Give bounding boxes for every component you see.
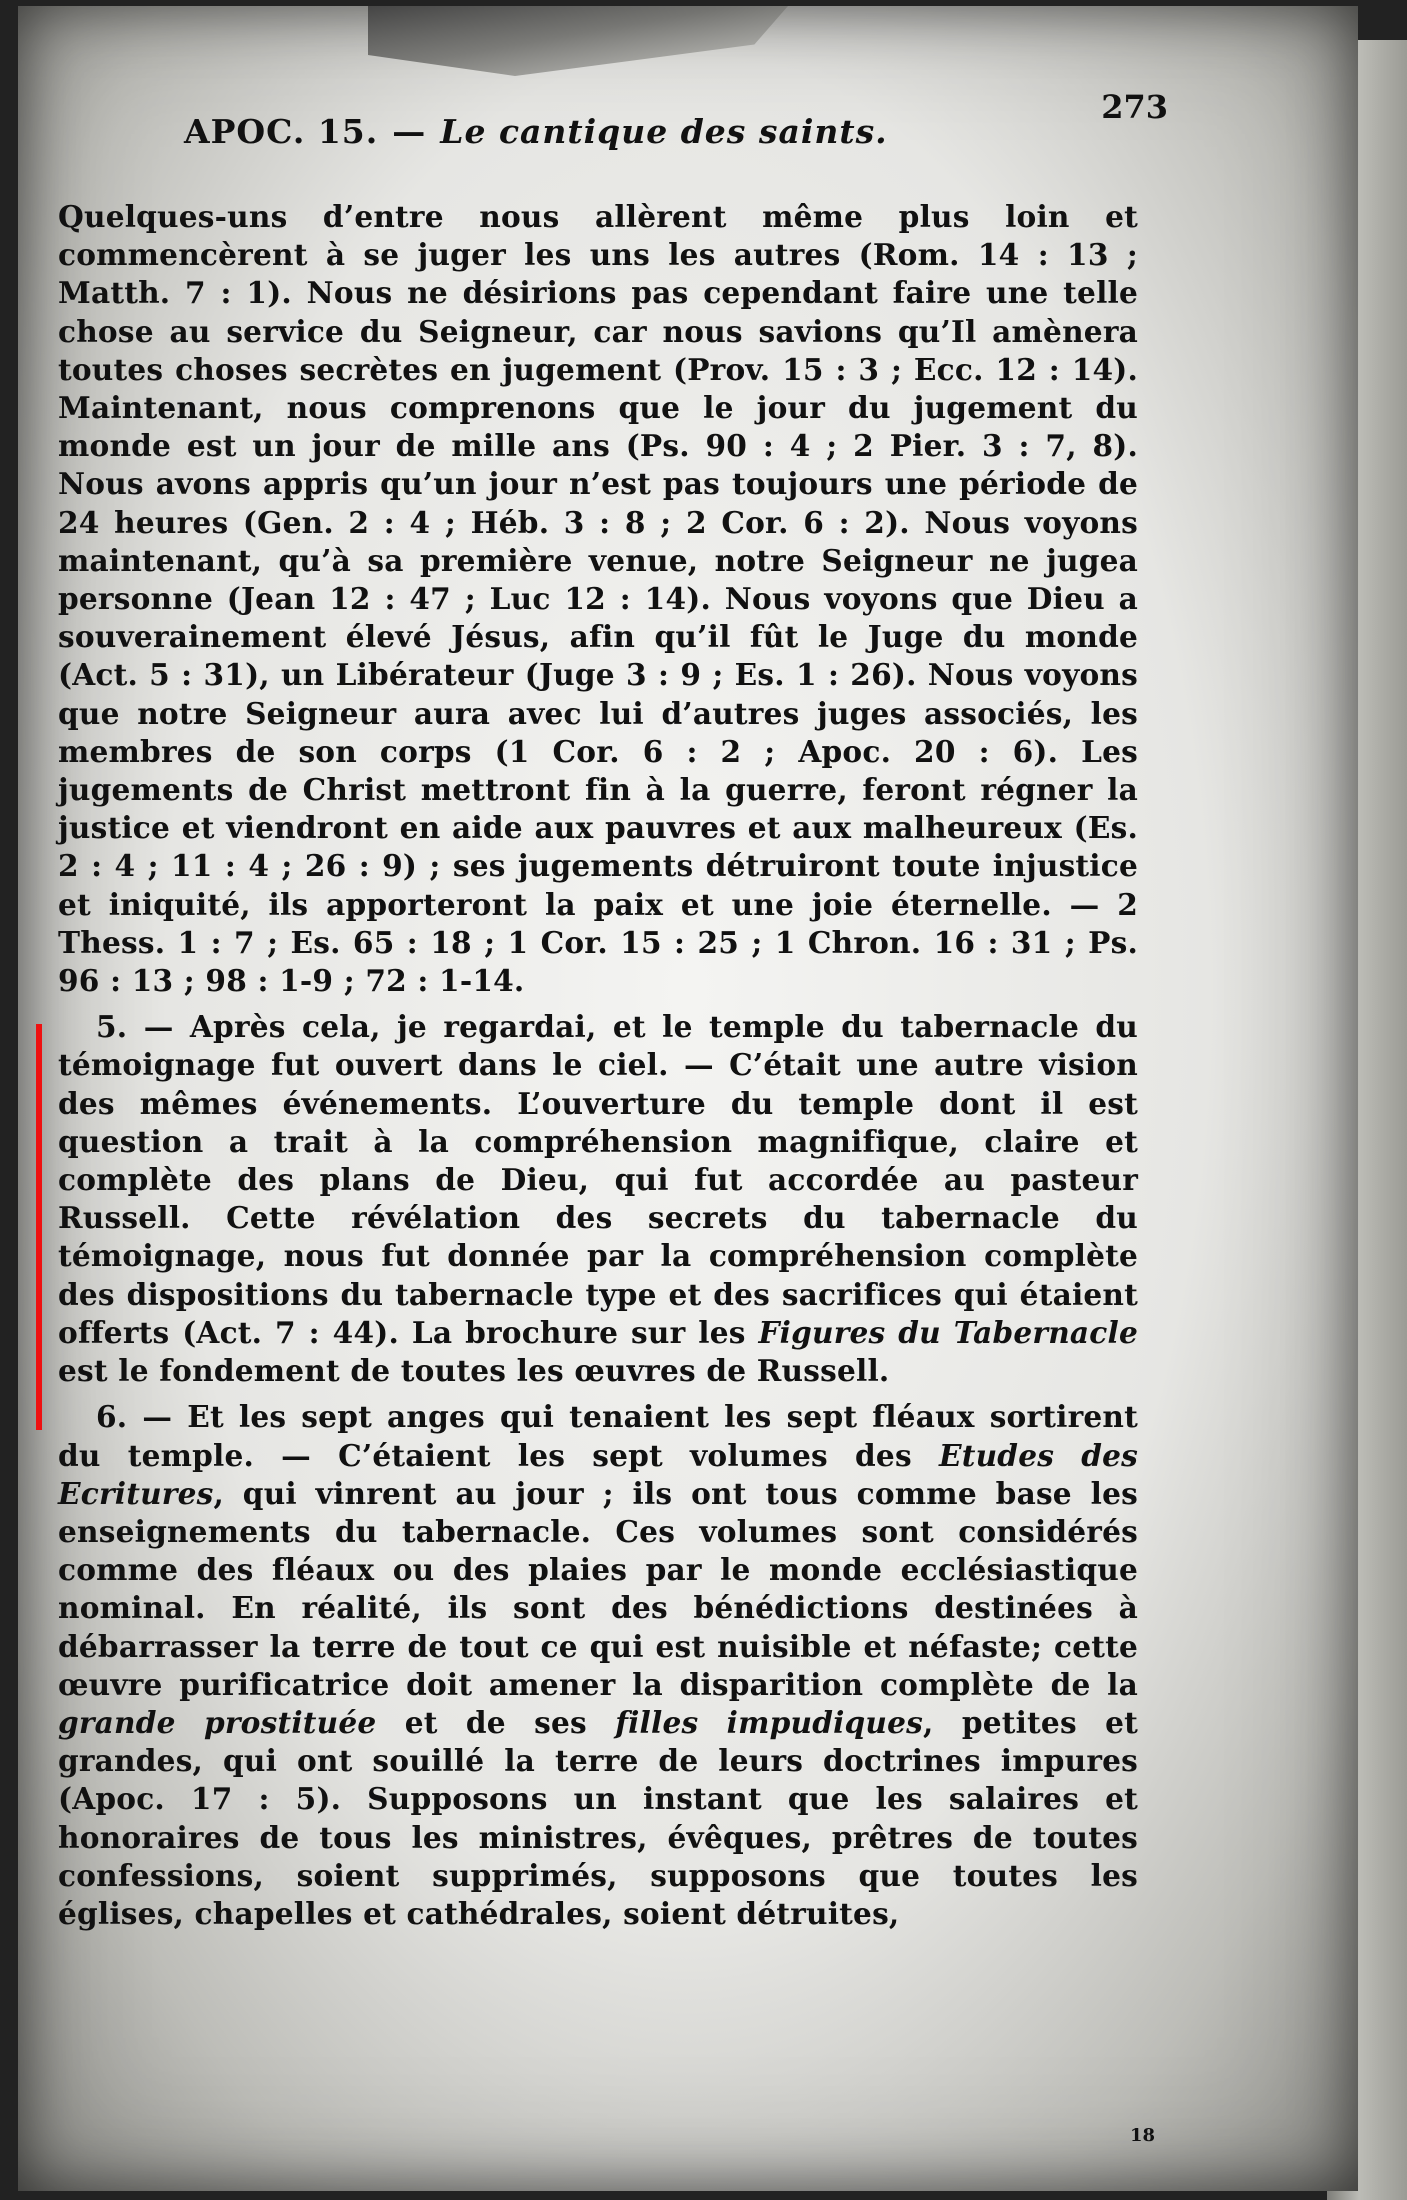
verse-6-italic-2: grande prostituée bbox=[58, 1704, 377, 1740]
verse-6-text-a: — C’étaient les sept volumes des bbox=[254, 1437, 939, 1473]
verse-6-text-d: , petites et grandes, qui ont souillé la terre de leurs doctrines impures (Apoc. 17 : 5). Supposons un instant que les salaires et honoraires de tous les ministres, évêques, prêtres de toutes confessions, soient supprimés, supposons que toutes les églises, chapelles et cathédrales, soient détruites, bbox=[58, 1704, 1139, 1931]
verse-6-italic-3: filles impudiques bbox=[615, 1704, 924, 1740]
running-header bbox=[58, 70, 1168, 151]
verse-5-text-a: — C’était une autre vision des mêmes événements. L’ouverture du temple dont il est question a trait à la compréhension magnifique, claire et complète des plans de Dieu, qui fut accordée au pasteur Russell. Cette révélation des secrets du tabernacle du témoignage, nous fut donnée par la compréhension complète des dispositions du tabernacle type et des sacrifices qui étaient offerts (Act. 7 : 44). La brochure sur les bbox=[58, 1047, 1138, 1350]
paragraph-verse-5 bbox=[58, 1008, 1138, 1390]
section-title: Le cantique des saints. bbox=[440, 112, 888, 151]
verse-6-heading: 6. — Et les sept anges qui tenaient les sept fléaux sortirent du temple. bbox=[58, 1399, 1138, 1473]
paragraph-verse-6 bbox=[58, 1398, 1138, 1933]
verse-6-text-b: , qui vinrent au jour ; ils ont tous comme base les enseignements du tabernacle. Ces volumes sont considérés comme des fléaux ou des plaies par le monde ecclésiastique nominal. En réalité, ils sont des bénédictions destinées à débarrasser la terre de tout ce qui est nuisible et néfaste; cette œuvre purificatrice doit amener la disparition complète de la bbox=[58, 1475, 1138, 1702]
signature-number: 18 bbox=[1130, 2125, 1156, 2146]
body-text bbox=[58, 198, 1138, 1933]
paragraph-continued: Quelques-uns d’entre nous allèrent même plus loin et commencèrent à se juger les uns les autres (Rom. 14 : 13 ; Matth. 7 : 1). Nous ne désirions pas cependant faire une telle chose au service du Seigneur, car nous savions qu’Il amènera toutes choses secrètes en jugement (Prov. 15 : 3 ; Ecc. 12 : 14). Maintenant, nous comprenons que le jour du jugement du monde est un jour de mille ans (Ps. 90 : 4 ; 2 Pier. 3 : 7, 8). Nous avons appris qu’un jour n’est pas toujours une période de 24 heures (Gen. 2 : 4 ; Héb. 3 : 8 ; 2 Cor. 6 : 2). Nous voyons maintenant, qu’à sa première venue, notre Seigneur ne jugea personne (Jean 12 : 47 ; Luc 12 : 14). Nous voyons que Dieu a souverainement élevé Jésus, afin qu’il fût le Juge du monde (Act. 5 : 31), un Libérateur (Juge 3 : 9 ; Es. 1 : 26). Nous voyons que notre Seigneur aura avec lui d’autres juges associés, les membres de son corps (1 Cor. 6 : 2 ; Apoc. 20 : 6). Les jugements de Christ mettront fin à la guerre, feront régner la justice et viendront en aide aux pauvres et aux malheureux (Es. 2 : 4 ; 11 : 4 ; 26 : 9) ; ses jugements détruiront toute injustice et iniquité, ils apporteront la paix et une joie éternelle. — 2 Thess. 1 : 7 ; Es. 65 : 18 ; 1 Cor. 15 : 25 ; 1 Chron. 16 : 31 ; Ps. 96 : 13 ; 98 : 1-9 ; 72 : 1-14. bbox=[58, 199, 1138, 999]
verse-5-text-b: est le fondement de toutes les œuvres de Russell. bbox=[58, 1353, 890, 1389]
book-reference: APOC. 15. bbox=[184, 112, 379, 151]
running-head-left bbox=[184, 112, 888, 151]
page-number: 273 bbox=[1101, 88, 1168, 126]
folded-corner bbox=[368, 6, 788, 76]
verse-5-italic-title: Figures du Tabernacle bbox=[758, 1314, 1138, 1350]
header-dash: — bbox=[392, 112, 427, 151]
page-content bbox=[58, 70, 1168, 1931]
red-margin-mark bbox=[36, 1024, 42, 1430]
verse-5-heading: 5. — Après cela, je regardai, et le temple du tabernacle du témoignage fut ouvert dans le ciel. bbox=[58, 1009, 1138, 1083]
verse-6-italic-1: Etudes des Ecritures bbox=[58, 1437, 1138, 1511]
verse-6-text-c: et de ses bbox=[376, 1704, 616, 1740]
